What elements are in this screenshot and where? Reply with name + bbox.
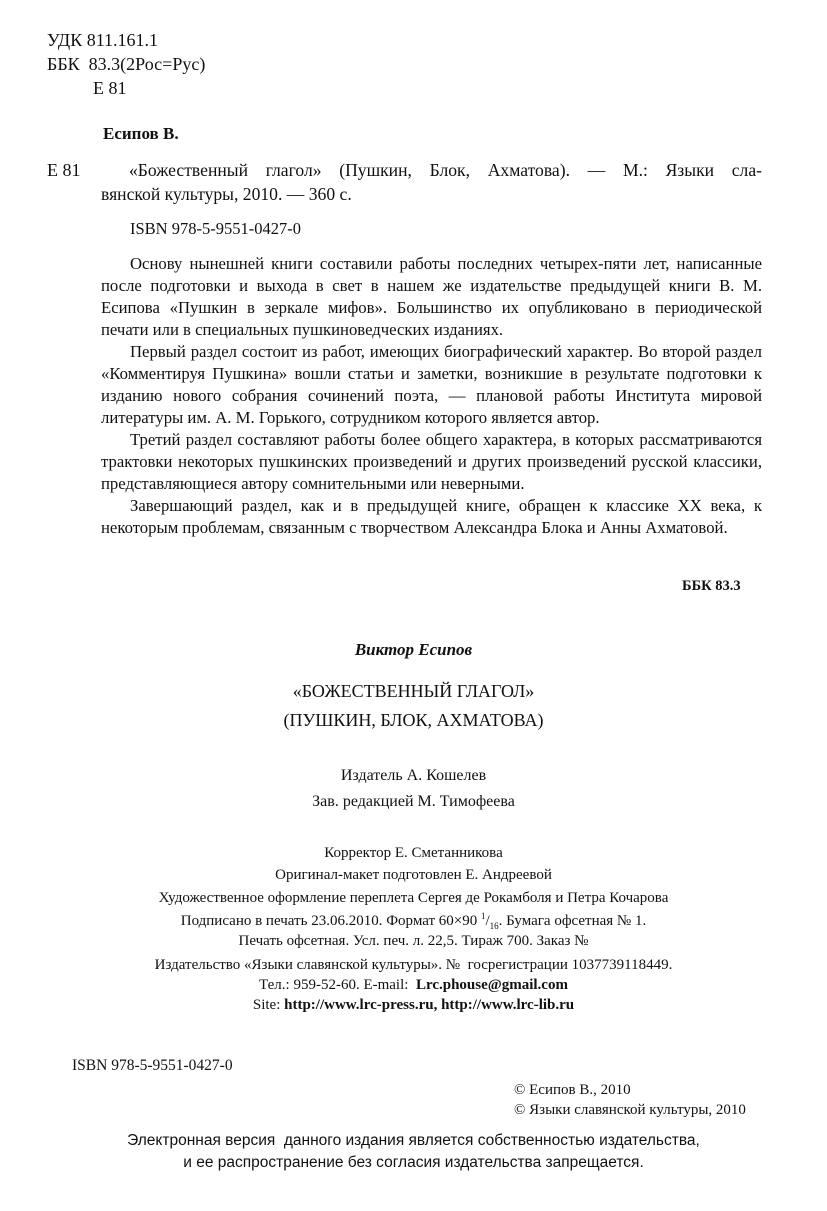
author-mark: Е 81	[93, 78, 127, 98]
annotation-paragraph: Третий раздел составляют работы более общего характера, в которых рассматриваются трактовки некоторых пушкинских произведений и других произведений русской классики, представляющиеся автору сомнительными или неверными.	[101, 430, 762, 493]
annotation-paragraph: Первый раздел состоит из работ, имеющих биографический характер. Во второй раздел «Комментируя Пушкина» вошли статьи и заметки, возникшие в результате подготовки к изданию нового собрания сочинений поэта, — плановой работы Института мировой литературы им. А. М. Горького, сотрудником которого является автор.	[101, 342, 762, 427]
layout-line: Оригинал-макет подготовлен Е. Андреевой	[275, 867, 552, 883]
signed-text: Подписано в печать 23.06.2010. Формат 60×90	[180, 913, 481, 929]
editor-name: Зав. редакцией М. Тимофеева	[312, 793, 515, 810]
copyright-author: © Есипов В., 2010	[514, 1082, 631, 1098]
site-links[interactable]: http://www.lrc-press.ru, http://www.lrc-lib.ru	[284, 997, 575, 1013]
card-author: Есипов В.	[103, 124, 179, 143]
card-title-line1: «Божественный глагол» (Пушкин, Блок, Ахматова). — М.: Языки сла-	[129, 160, 762, 180]
signed-to-print-line	[0, 911, 827, 931]
publisher-name: Издатель А. Кошелев	[340, 767, 487, 784]
annotation	[101, 253, 762, 539]
site-label: Site:	[252, 997, 285, 1013]
cover-design-line: Художественное оформление переплета Сергея де Рокамболя и Петра Кочарова	[158, 890, 669, 906]
footer-isbn: ISBN 978-5-9551-0427-0	[72, 1057, 233, 1074]
telephone-label: Тел.: 959-52-60. E-mail:	[259, 977, 416, 993]
format-fraction-numerator: 1	[481, 911, 486, 921]
annotation-paragraph: Завершающий раздел, как и в предыдущей книге, обращен к классике XX века, к некоторым проблемам, связанным с творчеством Александра Блока и Анны Ахматовой.	[101, 496, 762, 537]
paper-text: . Бумага офсетная № 1.	[498, 913, 647, 929]
book-author: Виктор Есипов	[354, 640, 473, 659]
format-fraction-denominator: 16	[489, 921, 499, 931]
publisher-registration-line: Издательство «Языки славянской культуры». № госрегистрации 1037739118449.	[154, 957, 673, 973]
electronic-notice-line1: Электронная версия данного издания является собственностью издательства,	[127, 1132, 700, 1149]
format-fraction-slash: /	[485, 913, 490, 929]
card-title-line2: вянской культуры, 2010. — 360 с.	[101, 184, 352, 204]
card-mark: Е 81	[47, 160, 81, 180]
annotation-paragraph: Основу нынешней книги составили работы последних четырех-пяти лет, написанные после подготовки и выхода в свет в нашем же издательстве предыдущей книги В. М. Есипова «Пушкин в зеркале мифов». Большинство их опубликовано в периодической печати или в специальных пушкиноведческих изданиях.	[101, 254, 762, 339]
card-isbn: ISBN 978-5-9551-0427-0	[130, 219, 301, 238]
print-details-line: Печать офсетная. Усл. печ. л. 22,5. Тираж 700. Заказ №	[238, 933, 589, 949]
copyright-publisher: © Языки славянской культуры, 2010	[514, 1102, 746, 1118]
electronic-notice-line2: и ее распространение без согласия издательства запрещается.	[183, 1154, 644, 1171]
site-line	[0, 995, 827, 1015]
contact-line	[0, 975, 827, 995]
bbk-short: ББК 83.3	[682, 578, 741, 594]
book-title: «БОЖЕСТВЕННЫЙ ГЛАГОЛ»	[292, 681, 535, 701]
udk-code: УДК 811.161.1	[47, 30, 159, 50]
bbk-code: ББК 83.3(2Рос=Рус)	[47, 54, 206, 74]
corrector-line: Корректор Е. Сметанникова	[324, 845, 503, 861]
book-subtitle: (ПУШКИН, БЛОК, АХМАТОВА)	[283, 710, 544, 730]
email-link[interactable]: Lrc.phouse@gmail.com	[415, 977, 568, 993]
